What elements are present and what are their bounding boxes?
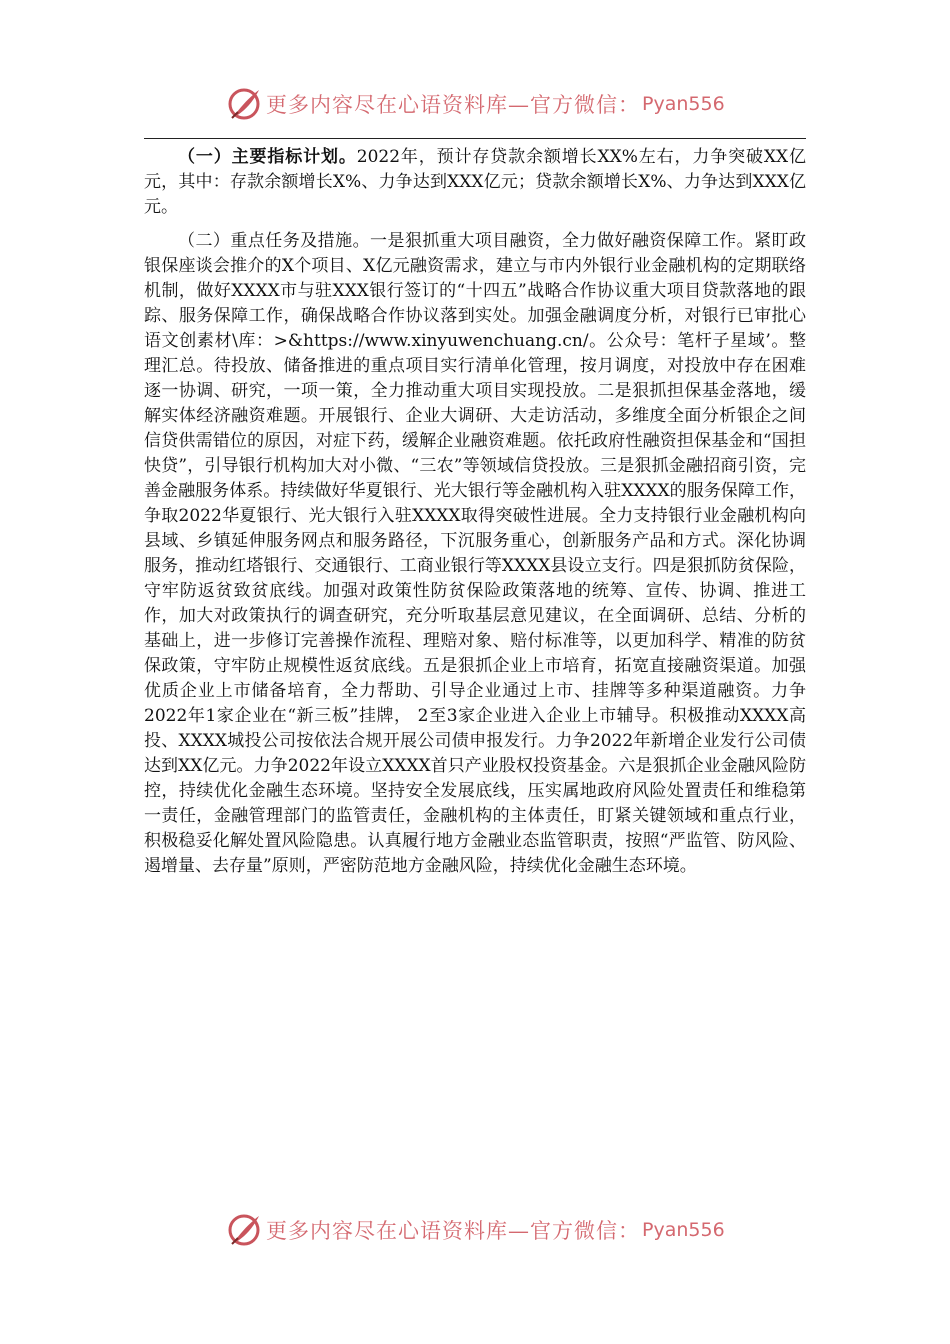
paragraph-text: 2022年，预计存贷款余额增长XX%左右，力争突破XX亿元，其中：存款余额增长X%、力争达到XXX亿元；贷款余额增长X%、力争达到XXX亿元。: [144, 147, 806, 217]
footer-wechat-id: Pyan556: [642, 1219, 725, 1241]
header-banner: [226, 84, 725, 124]
section-heading-main-targets: （一）主要指标计划。: [178, 147, 357, 167]
quill-pen-logo-icon: [226, 86, 262, 122]
header-banner-text: 更多内容尽在心语资料库—官方微信：: [266, 93, 640, 117]
paragraph-key-tasks: （二）重点任务及措施。一是狠抓重大项目融资，全力做好融资保障工作。紧盯政银保座谈会推介的X个项目、X亿元融资需求，建立与市内外银行业金融机构的定期联络机制，做好XXXX市与驻XXX银行签订的“十四五”战略合作协议重大项目贷款落地的跟踪、服务保障工作，确保战略合作协议落到实处。加强金融调度分析，对银行已审批心语文创素材\库：>&https://www.xinyuwenchuang.cn/。公众号：笔杆子星域’。整理汇总。待投放、储备推进的重点项目实行清单化管理，按月调度，对投放中存在困难逐一协调、研究，一项一策，全力推动重大项目实现投放。二是狠抓担保基金落地，缓解实体经济融资难题。开展银行、企业大调研、大走访活动，多维度全面分析银企之间信贷供需错位的原因，对症下药，缓解企业融资难题。依托政府性融资担保基金和“国担快贷”，引导银行机构加大对小微、“三农”等领域信贷投放。三是狠抓金融招商引资，完善金融服务体系。持续做好华夏银行、光大银行等金融机构入驻XXXX的服务保障工作，争取2022华夏银行、光大银行入驻XXXX取得突破性进展。全力支持银行业金融机构向县域、乡镇延伸服务网点和服务路径，下沉服务重心，创新服务产品和方式。深化协调服务，推动红塔银行、交通银行、工商业银行等XXXX县设立支行。四是狠抓防贫保险，守牢防返贫致贫底线。加强对政策性防贫保险政策落地的统筹、宣传、协调、推进工作，加大对政策执行的调查研究，充分听取基层意见建议，在全面调研、总结、分析的基础上，进一步修订完善操作流程、理赔对象、赔付标准等，以更加科学、精准的防贫保政策，守牢防止规模性返贫底线。五是狠抓企业上市培育，拓宽直接融资渠道。加强优质企业上市储备培育，全力帮助、引导企业通过上市、挂牌等多种渠道融资。力争2022年1家企业在“新三板”挂牌， 2至3家企业进入企业上市辅导。积极推动XXXX高投、XXXX城投公司按依法合规开展公司债申报发行。力争2022年新增企业发行公司债达到XX亿元。力争2022年设立XXXX首只产业股权投资基金。六是狠抓企业金融风险防控，持续优化金融生态环境。坚持安全发展底线，压实属地政府风险处置责任和维稳第一责任，金融管理部门的监管责任，金融机构的主体责任，盯紧关键领域和重点行业，积极稳妥化解处置风险隐患。认真履行地方金融业态监管职责，按照“严监管、防风险、遏增量、去存量”原则，严密防范地方金融风险，持续优化金融生态环境。: [144, 231, 806, 876]
quill-pen-logo-icon: [226, 1212, 262, 1248]
footer-banner: [226, 1210, 725, 1250]
header-divider: [144, 138, 806, 139]
footer-banner-text: 更多内容尽在心语资料库—官方微信：: [266, 1219, 640, 1243]
paragraph-main-targets: [144, 145, 806, 220]
header-wechat-id: Pyan556: [642, 93, 725, 115]
document-body: [144, 145, 806, 879]
